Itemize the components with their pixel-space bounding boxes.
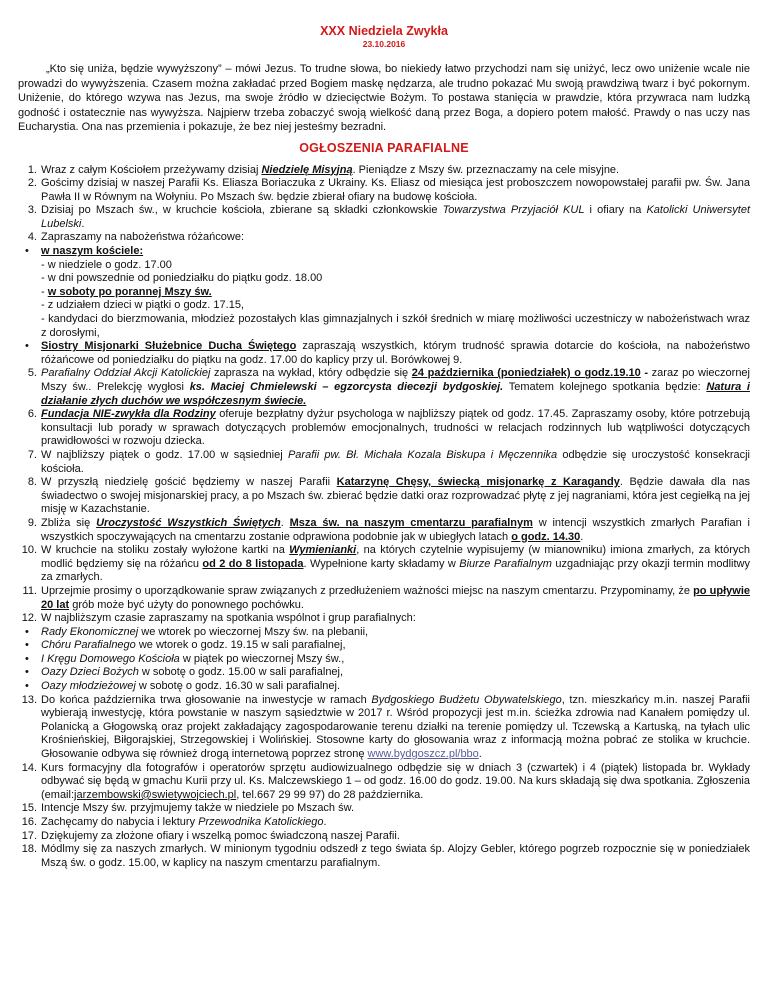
- item-number: 9.: [27, 516, 37, 529]
- item-number: 6.: [27, 408, 37, 421]
- item-number: 13.: [21, 693, 37, 706]
- announcement-item: 15. Intencje Mszy św. przyjmujemy także w niedziele po Mszach św.: [18, 802, 750, 816]
- announcement-item: 2. Gościmy dzisiaj w naszej Parafii Ks. Eliasza Boriaczuka z Ukrainy. Ks. Eliasz od miesiąca jest proboszczem nowopowstałej parafii pw. Św. Jana Pawła II w Równym na Wołyniu. Po Mszach św. będzie zbierał ofiary na budowę kościoła.: [18, 177, 750, 204]
- announcement-item: 7. W najbliższy piątek o godz. 17.00 w sąsiedniej Parafii pw. Bł. Michała Kozala Biskupa i Męczennika odbędzie się uroczystość konsekracji kościoła.: [18, 449, 750, 476]
- list-item: • Rady Ekonomicznej we wtorek po wieczornej Mszy św. na plebanii,: [25, 625, 369, 638]
- page-date: 23.10.2016: [362, 39, 406, 49]
- item-number: 3.: [27, 204, 37, 217]
- announcements-list: [18, 164, 750, 871]
- item-number: 10.: [21, 544, 37, 557]
- announcement-item: 18. Módlmy się za naszych zmarłych. W minionym tygodniu odszedł z tego świata śp. Alojzy Gebler, którego pogrzeb rozpocznie się w poniedziałek Mszą św. o godz. 15.00, w kaplicy na naszym cmentarzu parafialnym.: [18, 843, 750, 870]
- item-number: 14.: [21, 761, 37, 774]
- budget-website-link[interactable]: www.bydgoszcz.pl/bbo: [367, 748, 479, 761]
- list-item: • Oazy Dzieci Bożych w sobotę o godz. 15.00 w sali parafialnej,: [25, 666, 344, 679]
- announcement-item: 17. Dziękujemy za złożone ofiary i wszelką pomoc świadczoną naszej Parafii.: [18, 830, 750, 844]
- announcement-item: 3. Dzisiaj po Mszach św., w kruchcie kościoła, zbierane są składki członkowskie Towarzystwa Przyjaciół KUL i ofiary na Katolicki Uniwersytet Lubelski.: [18, 204, 750, 231]
- item-number: 18.: [21, 843, 37, 856]
- announcement-item: 1. Wraz z całym Kościołem przeżywamy dzisiaj Niedzielę Misyjną. Pieniądze z Mszy św. przeznaczamy na cele misyjne.: [18, 164, 750, 178]
- item-number: 7.: [27, 448, 37, 461]
- rosary-list: [25, 245, 750, 367]
- announcement-item: 4. Zapraszamy na nabożeństwa różańcowe: • w naszym kościele: - w niedziele o godz. 17.00 - w dni powszednie od poniedziałku do piątku godz. 18.00 - w soboty po porannej Mszy św. - z udziałem dzieci w piątki o godz. 17.15, - kandydaci do bierzmowania, młodzież pozostałych klas gimnazjalnych i szkół średnich w miarę możliwości uczestniczy w nabożeństwach wraz z dorosłymi, • Siostry Misjonarki Służebnice Ducha Świętego zapraszają wszystkich, którym trudność sprawia dotarcie do kościoła, na nabożeństwo różańcowe od poniedziałku do piątku na godz. 17.00 do kaplicy przy ul. Borówkowej 9.: [18, 231, 750, 367]
- announcement-item: 6. Fundacja NIE-zwykła dla Rodziny oferuje bezpłatny dyżur psychologa w najbliższy piątek od godz. 17.45. Zapraszamy osoby, które potrzebują konsultacji lub porady w sprawach dotyczących problemów emocjonalnych, trudności w relacjach rodzinnych lub wątpliwości dotyczących prawidłowości w rozwoju dziecka.: [18, 408, 750, 449]
- item-number: 4.: [27, 231, 37, 244]
- intro-paragraph: „Kto się uniża, będzie wywyższony” – mówi Jezus. To trudne słowa, bo niekiedy łatwo przychodzi nam się uniżyć, lecz owo uniżenie wcale nie prowadzi do wywyższenia. Czasem można zakładać przed Bogiem maskę nędzarza, ale trudno pokazać Mu swoją prawdziwą twarz i być pokornym. Uniżenie, do którego wzywa nas Jezus, ma swoje źródło w dziecięctwie Bożym. To postawa stanięcia w prawdzie, która przywraca nam ludzką godność i ostatecznie nas wywyższa. Najpierw trzeba zobaczyć swoją wielkość daną przez Boga, a dopiero potem małość. Prawdy o nas uczy nas Eucharystia. Ona nas przemienia i pokazuje, że bez niej jesteśmy bezradni.: [18, 63, 750, 133]
- list-item: • Chóru Parafialnego we wtorek o godz. 19.15 w sali parafialnej,: [25, 639, 346, 652]
- announcement-item: 16. Zachęcamy do nabycia i lektury Przewodnika Katolickiego.: [18, 816, 750, 830]
- list-item: • w naszym kościele: - w niedziele o godz. 17.00 - w dni powszednie od poniedziałku do piątku godz. 18.00 - w soboty po porannej Mszy św. - z udziałem dzieci w piątki o godz. 17.15, - kandydaci do bierzmowania, młodzież pozostałych klas gimnazjalnych i szkół średnich w miarę możliwości uczestniczy w nabożeństwach wraz z dorosłymi,: [25, 245, 750, 339]
- item-number: 2.: [27, 177, 37, 190]
- bullet-icon: •: [25, 245, 29, 258]
- bullet-icon: •: [25, 652, 29, 665]
- announcement-item: 12. W najbliższym czasie zapraszamy na spotkania wspólnot i grup parafialnych: • Rady Ekonomicznej we wtorek po wieczornej Mszy św. na plebanii, • Chóru Parafialnego we wtorek o godz. 19.15 w sali parafialnej, • I Kręgu Domowego Kościoła w piątek po wieczornej Mszy św., • Oazy Dzieci Bożych w sobotę o godz. 15.00 w sali parafialnej, • Oazy młodzieżowej w sobotę o godz. 16.30 w sali parafialnej.: [18, 612, 750, 694]
- item-number: 11.: [22, 584, 37, 597]
- announcement-item: 10. W kruchcie na stoliku zostały wyłożone kartki na Wymienianki, na których czytelnie wypisujemy (w mianowniku) imiona zmarłych, za których modlić będziemy się na różańcu od 2 do 8 listopada. Wypełnione karty składamy w Biurze Parafialnym uzgadniając przy okazji termin modlitwy za zmarłych.: [18, 544, 750, 585]
- bullet-icon: •: [25, 639, 29, 652]
- bullet-icon: •: [25, 340, 29, 353]
- section-title: OGŁOSZENIA PARAFIALNE: [299, 140, 469, 155]
- item-number: 17.: [21, 829, 37, 842]
- bullet-icon: •: [25, 680, 29, 693]
- item-number: 16.: [21, 816, 37, 828]
- announcement-item: 14. Kurs formacyjny dla fotografów i operatorów sprzętu audiowizualnego odbędzie się w dniach 3 (czwartek) i 4 (piątek) listopada br. Wykłady odbywać się będą w gmachu Kurii przy ul. Ks. Malczewskiego 1 – od godz. 16.00 do godz. 19.00. Na kurs składają się dwa spotkania. Zgłoszenia (email:jarzembowski@swietywojciech.pl, tel.667 29 99 97) do 28 października.: [18, 762, 750, 803]
- email-link[interactable]: jarzembowski@swietywojciech.pl: [74, 788, 237, 801]
- list-item: • Siostry Misjonarki Służebnice Ducha Świętego zapraszają wszystkich, którym trudność sprawia dotarcie do kościoła, na nabożeństwo różańcowe od poniedziałku do piątku na godz. 17.00 do kaplicy przy ul. Borówkowej 9.: [25, 340, 750, 366]
- list-item: • Oazy młodzieżowej w sobotę o godz. 16.30 w sali parafialnej.: [25, 680, 341, 693]
- item-number: 12.: [21, 612, 37, 625]
- announcement-item: 13. Do końca października trwa głosowanie na inwestycje w ramach Bydgoskiego Budżetu Obywatelskiego, tzn. mieszkańcy m.in. naszej Parafii wybierają inwestycję, która powstanie w naszym sąsiedztwie w 2017 r. Wśród propozycji jest m.in. ścieżka zdrowia nad Kanałem pomiędzy ul. Polanicką a Głogowską oraz projekt zakładający zagospodarowanie terenu działki na terenie pomiędzy ul. Tczewską a Kartuską, na tyłach ulic Krośnieńskiej, Biłgorajskiej, Strzegowskiej i Wolińskiej. Stosowne karty do głosowania wraz z informacją można pobrać ze stolika w kruchcie. Głosowanie odbywa się również drogą internetową poprzez stronę www.bydgoszcz.pl/bbo.: [18, 694, 750, 762]
- bullet-icon: •: [25, 625, 29, 638]
- announcement-item: 11. Uprzejmie prosimy o uporządkowanie spraw związanych z przedłużeniem ważności miejsc na naszym cmentarzu. Przypominamy, że po upływie 20 lat grób może być użyty do ponownego pochówku.: [18, 585, 750, 612]
- item-number: 15.: [21, 802, 37, 815]
- groups-list: [25, 625, 750, 694]
- item-number: 1.: [27, 163, 37, 176]
- page-title: XXX Niedziela Zwykła: [320, 24, 448, 38]
- bullet-icon: •: [25, 666, 29, 679]
- item-number: 5.: [27, 367, 37, 380]
- announcement-item: 9. Zbliża się Uroczystość Wszystkich Świętych. Msza św. na naszym cmentarzu parafialnym w intencji wszystkich zmarłych Parafian i wszystkich spoczywających na cmentarzu zostanie odprawiona podobnie jak w ubiegłych latach o godz. 14.30.: [18, 517, 750, 544]
- announcement-item: 8. W przyszłą niedzielę gościć będziemy w naszej Parafii Katarzynę Chęsy, świecką misjonarkę z Karagandy. Będzie dawała dla nas świadectwo o swojej misjonarskiej pracy, a po Mszach św. zbierać będzie datki oraz rozprowadzać płytę z jej nagraniami, która jest cegiełką na jej misję w Kazachstanie.: [18, 476, 750, 517]
- announcement-item: 5. Parafialny Oddział Akcji Katolickiej zaprasza na wykład, który odbędzie się 24 października (poniedziałek) o godz.19.10 - zaraz po wieczornej Mszy św.. Prelekcję wygłosi ks. Maciej Chmielewski – egzorcysta diecezji bydgoskiej. Tematem kolejnego spotkania będzie: Natura i działanie złych duchów we współczesnym świecie.: [18, 367, 750, 408]
- list-item: • I Kręgu Domowego Kościoła w piątek po wieczornej Mszy św.,: [25, 652, 345, 665]
- item-number: 8.: [27, 476, 37, 489]
